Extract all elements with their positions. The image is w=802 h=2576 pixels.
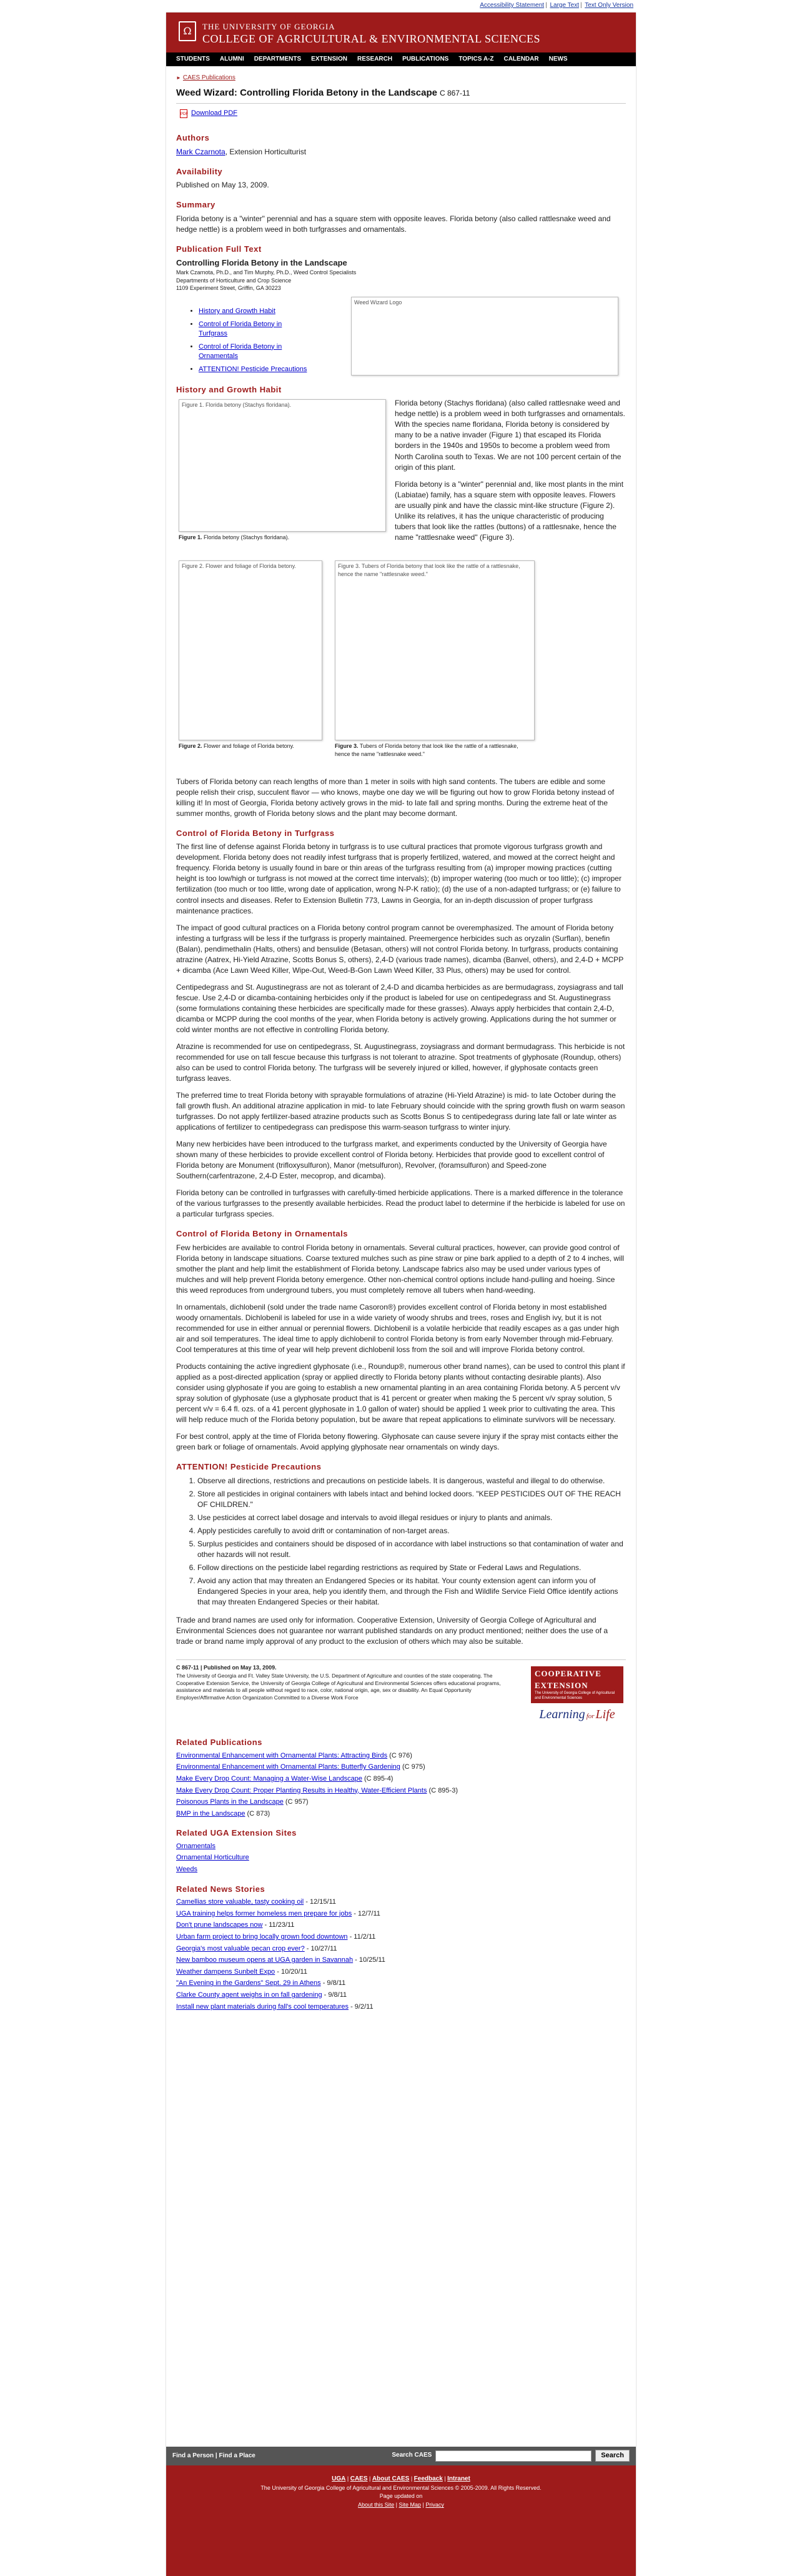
list-item: 5. Surplus pesticides and containers should be disposed of in accordance with label instructions so that contamination of water and other hazards will not result. xyxy=(197,1539,626,1560)
list-item: 1. Observe all directions, restrictions and precautions on pesticide labels. It is dangerous, wasteful and illegal to do otherwise. xyxy=(197,1476,626,1486)
related-sites-heading: Related UGA Extension Sites xyxy=(176,1828,297,1838)
search-input[interactable] xyxy=(435,2450,592,2462)
related-pub-link[interactable]: Environmental Enhancement with Ornamental Plants: Butterfly Gardening xyxy=(176,1763,400,1771)
news-link[interactable]: UGA training helps former homeless men prepare for jobs xyxy=(176,1909,352,1917)
turf-paragraph: Atrazine is recommended for use on centipedegrass, St. Augustinegrass, zoysiagrass and dormant bermudagrass. This herbicide is not recommended for use on tall fescue because this turfgrass is not tolerant to atrazine. Spot treatments of glyphosate (Roundup, others) also can be used to control Florida betony. The turfgrass will be severely injured or killed, however, if glyphosate contacts green turfgrass leaves. xyxy=(176,1042,625,1083)
pub-code: (C 975) xyxy=(400,1763,425,1771)
list-item xyxy=(176,1751,626,1761)
related-publications-list xyxy=(176,1751,626,1819)
figure-2-label: Figure 2. xyxy=(179,742,202,749)
news-date: - 12/7/11 xyxy=(352,1909,380,1917)
summary-text: Florida betony is a "winter" perennial and has a square stem with opposite leaves. Florida betony (also called rattlesnake weed and hedge nettle) is a problem weed in both turfgrasses and ornamentals. xyxy=(176,214,611,234)
figure-2-caption xyxy=(179,742,322,750)
news-date: - 10/25/11 xyxy=(353,1956,385,1964)
news-date: - 12/15/11 xyxy=(304,1898,336,1906)
find-place-link[interactable]: Find a Place xyxy=(219,2452,255,2459)
news-link[interactable]: Camellias store valuable, tasty cooking oil xyxy=(176,1898,304,1906)
footer-sub-links: About this Site | Site Map | Privacy xyxy=(358,2502,444,2509)
related-sites-list xyxy=(176,1842,626,1875)
availability-heading: Availability xyxy=(176,166,223,176)
related-site-link[interactable]: Ornamentals xyxy=(176,1842,215,1850)
nav-alumni[interactable]: ALUMNI xyxy=(219,56,244,62)
turf-paragraph: Centipedegrass and St. Augustinegrass are not as tolerant of 2,4-D and dicamba herbicides as are bermudagrass, zoysiagrass and tall fescue. Use 2,4-D or dicamba-containing herbicides only if the product is labeled for use on centipedegrass and St. Augustinegrass (some formulations containing these herbicides are specifically made for these grasses). Always apply herbicides that contain 2,4-D, dicamba or MCPP during the cool months of the year, when Florida betony is actively growing. Applications during the hot summer or cold winter months are not effective in controlling Florida betony. xyxy=(176,982,623,1034)
pub-code: (C 976) xyxy=(387,1751,412,1759)
figure-1-caption xyxy=(179,534,386,542)
toc-turfgrass[interactable]: Control of Florida Betony in Turfgrass xyxy=(199,320,282,338)
news-link[interactable]: Clarke County agent weighs in on fall gardening xyxy=(176,1991,322,1999)
pub-code: (C 895-4) xyxy=(362,1774,394,1783)
precautions-list xyxy=(176,1476,626,1608)
search-bar xyxy=(166,2447,636,2465)
list-item: 3. Use pesticides at correct label dosage and intervals to avoid illegal residues or injury to plants and animals. xyxy=(197,1513,626,1523)
related-site-link[interactable]: Weeds xyxy=(176,1866,198,1874)
article-title: Controlling Florida Betony in the Landscape xyxy=(176,258,347,268)
list-item xyxy=(176,1842,626,1852)
news-date: - 9/8/11 xyxy=(322,1991,347,1999)
footer-about-link[interactable]: About CAES xyxy=(372,2475,410,2482)
ornamentals-paragraph: For best control, apply at the time of Florida betony flowering. Glyphosate can cause severe injury if the spray mist contacts either the green bark or foliage of ornamentals. Avoid applying glyphosate near ornamentals on windy days. xyxy=(176,1432,618,1452)
finder-links xyxy=(172,2452,255,2460)
toc-item xyxy=(199,342,307,362)
news-link[interactable]: Weather dampens Sunbelt Expo xyxy=(176,1967,275,1976)
publication-footer-text xyxy=(176,1664,507,1701)
history-paragraph: Tubers of Florida betony can reach lengths of more than 1 meter in soils with high sand contents. The tubers are edible and some people relish their crisp, succulent flavor — who knows, maybe one day we will be figuring out how to grow Florida betony instead of killing it! In most of Georgia, Florida betony actively grows in the mid- to late fall and spring months. During the extreme heat of the summer months, growth of Florida betony slows and the plant may become dormant. xyxy=(176,777,615,818)
nav-extension[interactable]: EXTENSION xyxy=(311,56,347,62)
table-of-contents xyxy=(189,307,307,378)
list-item xyxy=(176,1967,626,1977)
trade-names-disclaimer: Trade and brand names are used only for information. Cooperative Extension, University of Georgia College of Agricultural and Environmental Sciences does not guarantee nor warrant published standards on any product mentioned; neither does the use of a trade or brand name imply approval of any product to the exclusion of others which may also be suitable. xyxy=(176,1616,608,1646)
weed-wizard-logo: Weed Wizard Logo xyxy=(351,297,618,375)
footer-intranet-link[interactable]: Intranet xyxy=(447,2475,470,2482)
list-item xyxy=(176,1763,626,1773)
site-map-link[interactable]: Site Map xyxy=(399,2502,422,2509)
divider xyxy=(176,103,626,104)
ornamentals-paragraph: In ornamentals, dichlobenil (sold under the trade name Casoron®) provides excellent control of Florida betony in most established woody ornamentals. Dichlobenil is labeled for use in a wide variety of woody shrubs and trees, roses and English ivy, but it is not recommended for use in either annual or perennial flowers. Dichlobenil is a volatile herbicide that readily escapes as a gas under high air and soil temperatures. The ideal time to apply dichlobenil to control Florida betony is from early November through mid-February. Cool temperatures at this time of year will help prevent dichlobenil loss from the soil and will improve Florida betony control. xyxy=(176,1302,620,1355)
news-date: - 9/8/11 xyxy=(320,1979,346,1987)
pub-code: (C 957) xyxy=(283,1798,309,1806)
figure-2-image: Figure 2. Flower and foliage of Florida betony. xyxy=(179,560,322,740)
history-heading: History and Growth Habit xyxy=(176,384,282,394)
finder-separator: | xyxy=(214,2452,219,2459)
publication-footer-heading: C 867-11 | Published on May 13, 2009. xyxy=(176,1664,277,1671)
nav-publications[interactable]: PUBLICATIONS xyxy=(402,56,449,62)
breadcrumb-caes-publications[interactable]: CAES Publications xyxy=(182,74,235,81)
figure-3-image: Figure 3. Tubers of Florida betony that look like the rattle of a rattlesnake, hence the name "rattlesnake weed." xyxy=(335,560,535,740)
list-item: 7. Avoid any action that may threaten an Endangered Species or its habitat. Your county extension agent can inform you of Endangered Species in your area, help you identify them, and through the Fish and Wildlife Service Field Office identify actions that may threaten Endangered Species or their habitat. xyxy=(197,1576,626,1608)
toc-item xyxy=(199,320,307,339)
turf-paragraph: The impact of good cultural practices on a Florida betony control program cannot be overemphasized. The amount of Florida betony infesting a turfgrass will be less if the turfgrass is properly maintained. Preemergence herbicides such as oryzalin (Surflan), benefin (Balan), pendimethalin (Halts, others) and bensulide (Betasan, others) will not control Florida betony. In turfgrass, products containing atrazine (Aatrex, Hi-Yield Atrazine, Scotts Bonus S, others), 2,4-D (various trade names), dicamba (Banvel, others), and 2,4-D + MCPP + dicamba (Ace Lawn Weed Killer, Wipe-Out, Weed-B-Gon Lawn Weed Killer, 33 Plus, others) may be used for control. xyxy=(176,923,623,975)
related-news-heading: Related News Stories xyxy=(176,1884,265,1894)
figure-1 xyxy=(179,399,386,542)
nav-news[interactable]: NEWS xyxy=(548,56,568,62)
toc-item xyxy=(199,365,307,375)
footer-caes-link[interactable]: CAES xyxy=(350,2475,368,2482)
list-item xyxy=(176,1897,626,1907)
for-word: for xyxy=(586,1712,595,1720)
article-byline xyxy=(176,269,626,291)
find-person-link[interactable]: Find a Person xyxy=(172,2452,214,2459)
list-item xyxy=(176,2002,626,2012)
search-controls xyxy=(392,2450,630,2462)
nav-topics[interactable]: TOPICS A-Z xyxy=(458,56,494,62)
list-item xyxy=(176,1932,626,1942)
figure-1-label: Figure 1. xyxy=(179,534,202,541)
related-pub-link[interactable]: Make Every Drop Count: Managing a Water-Wise Landscape xyxy=(176,1774,362,1783)
utility-links: Accessibility Statement | Large Text | Text Only Version xyxy=(480,2,633,9)
byline-departments: Departments of Horticulture and Crop Science xyxy=(176,277,292,284)
turf-paragraph: The first line of defense against Florida betony in turfgrass is to use cultural practices that promote vigorous turfgrass growth and development. Florida betony does not readily infest turfgrass that is properly fertilized, watered, and mowed at the correct height and frequency. Florida betony is usually found in bare or thin areas of the turfgrass resulting from (a) improper mowing practices (cutting height is too low/high or turfgrass is not mowed at the correct time intervals); (b) improper watering (too much or too little); (c) improper fertilization (too much or too little, wrong date of application, wrong N-P-K ratio); (d) the use of a non-adapted turfgrass; or (e) failure to control insects and diseases. Refer to Extension Bulletin 773, Lawns in Georgia, for an in-depth discussion of proper turfgrass maintenance practices. xyxy=(176,842,621,915)
news-link[interactable]: Georgia's most valuable pecan crop ever? xyxy=(176,1944,305,1952)
related-news-list xyxy=(176,1897,626,2012)
list-item xyxy=(176,1853,626,1863)
byline-address: 1109 Experiment Street, Griffin, GA 30223 xyxy=(176,284,281,291)
college-name: COLLEGE OF AGRICULTURAL & ENVIRONMENTAL SCIENCES xyxy=(202,32,541,45)
extension-logo-box xyxy=(531,1666,623,1703)
ornamentals-paragraph: Products containing the active ingredient glyphosate (i.e., Roundup®, numerous other brand names), can be used to control this plant if applied as a post-directed application (spray or applied directly to Florida betony plants without contacting desirable plants). Also consider using glyphosate if you are going to establish a new ornamental planting in an area containing Florida betony. A 5 percent v/v spray solution of glyphosate (use a glyphosate product that is 41 percent or greater when making the 5 percent v/v spray solution, 5 percent v/v = 6.4 fl. ozs. of a 41 percent glyphosate in 1.0 gallon of water) should be applied 1 week prior to cultivating the area. This will help reduce much of the Florida betony population, but be aware that repeat applications to eliminate survivors will be necessary. xyxy=(176,1362,625,1425)
page-title xyxy=(176,86,626,99)
page-container xyxy=(166,12,636,2576)
university-name: THE UNIVERSITY OF GEORGIA xyxy=(202,22,335,31)
pub-code: C 867-11 xyxy=(439,89,470,98)
list-item xyxy=(176,1809,626,1819)
page-title-text: Weed Wizard: Controlling Florida Betony in the Landscape xyxy=(176,87,437,99)
text-only-link[interactable]: Text Only Version xyxy=(585,2,633,9)
turf-paragraph: The preferred time to treat Florida betony with sprayable formulations of atrazine (Hi-Yield Atrazine) is mid- to late October during the fall growth flush. An additional atrazine application in mid- to late February should coincide with the spring growth flush on warm season turfgrasses. Do not apply fertilizer-based atrazine products such as Scotts Bonus S to centipedegrass during late fall or late winter as applications of fertilizer to centipedegrass can predispose this warm-season turfgrass to winter injury. xyxy=(176,1091,625,1132)
full-text-heading: Publication Full Text xyxy=(176,244,262,254)
precautions-heading: ATTENTION! Pesticide Precautions xyxy=(176,1462,322,1472)
breadcrumb xyxy=(176,74,626,82)
nav-departments[interactable]: DEPARTMENTS xyxy=(254,56,302,62)
authors-heading: Authors xyxy=(176,133,210,143)
list-item xyxy=(176,1798,626,1808)
turf-paragraph: Florida betony can be controlled in turfgrasses with carefully-timed herbicide applications. There is a marked difference in the tolerance of the various turfgrasses to the presently available herbicides. Read the product label to determine if the herbicide is labeled for use on a particular turfgrass species. xyxy=(176,1188,625,1219)
footer-uga-link[interactable]: UGA xyxy=(332,2475,346,2482)
toc-precautions[interactable]: ATTENTION! Pesticide Precautions xyxy=(199,365,307,373)
turfgrass-heading: Control of Florida Betony in Turfgrass xyxy=(176,828,335,838)
author-link[interactable]: Mark Czarnota xyxy=(176,147,225,156)
news-date: - 9/2/11 xyxy=(349,2002,374,2011)
turf-paragraph: Many new herbicides have been introduced to the turfgrass market, and experiments conducted by the University of Georgia have shown many of these herbicides to provide excellent control of Florida betony. Herbicides that provide good to excellent control of Florida betony are Monument (trifloxysulfuron), Manor (metsulfuron), Revolver, (foramsulfuron) and Speed-zone Southern(carfentrazone, 2,4-D Ester, mecoprop, and dicamba). xyxy=(176,1140,607,1181)
toc-item xyxy=(199,307,307,317)
list-item xyxy=(176,1956,626,1966)
site-footer xyxy=(166,2465,636,2576)
list-item xyxy=(176,1944,626,1954)
pub-code: (C 895-3) xyxy=(427,1786,458,1794)
figure-2-caption-text: Flower and foliage of Florida betony. xyxy=(202,742,294,749)
arrow-right-icon: ► xyxy=(176,75,181,81)
learning-word: Learning xyxy=(539,1707,585,1721)
history-paragraph: Florida betony (Stachys floridana) (also called rattlesnake weed and hedge nettle) is a problem weed in both turfgrasses and ornamentals. With the species name floridana, Florida betony is considered by many to be a native invader (Figure 1) that escaped its Florida borders in the 1940s and 1950s to become a problem weed from North Carolina south to Texas. We are not 100 percent certain of the origin of this plant. xyxy=(395,399,625,472)
ornamentals-heading: Control of Florida Betony in Ornamentals xyxy=(176,1229,348,1239)
news-link[interactable]: Install new plant materials during fall's cool temperatures xyxy=(176,2002,349,2011)
equal-opportunity-statement: The University of Georgia and Ft. Valley State University, the U.S. Department of Agriculture and counties of the state cooperating. The Cooperative Extension Service, the University of Georgia College of Agricultural and Environmental Sciences offers educational programs, assistance and materials to all people without regard to race, color, national origin, age, sex or disability. An Equal Opportunity Employer/Affirmative Action Organization Committed to a Diverse Work Force xyxy=(176,1673,501,1701)
nav-calendar[interactable]: CALENDAR xyxy=(503,56,539,62)
list-item xyxy=(176,1865,626,1875)
list-item: 6. Follow directions on the pesticide label regarding restrictions as required by State or Federal Laws and Regulations. xyxy=(197,1563,626,1573)
main-nav xyxy=(166,52,636,66)
news-link[interactable]: Urban farm project to bring locally grown food downtown xyxy=(176,1932,348,1941)
history-paragraph: Florida betony is a "winter" perennial and, like most plants in the mint (Labiatae) family, has a square stem with opposite leaves. Flowers are usually pink and have the classic mint-like structure (Figure 2). Unlike its relatives, it has the unique characteristic of producing tubers that look like the rattles (buttons) of a rattlesnake, hence the name "rattlesnake weed" (Figure 3). xyxy=(395,479,624,542)
publication-footer xyxy=(176,1659,626,1728)
nav-students[interactable]: STUDENTS xyxy=(176,56,210,62)
about-site-link[interactable]: About this Site xyxy=(358,2502,395,2509)
figure-3-label: Figure 3. xyxy=(335,742,359,749)
list-item xyxy=(176,1909,626,1919)
author-role: , Extension Horticulturist xyxy=(225,147,307,156)
availability-text: Published on May 13, 2009. xyxy=(176,181,269,190)
related-pub-link[interactable]: Environmental Enhancement with Ornamental Plants: Attracting Birds xyxy=(176,1751,388,1759)
list-item xyxy=(176,1991,626,2001)
related-pub-link[interactable]: Make Every Drop Count: Proper Planting Results in Healthy, Water-Efficient Plants xyxy=(176,1786,427,1794)
news-date: - 10/20/11 xyxy=(275,1967,307,1976)
summary-heading: Summary xyxy=(176,200,215,210)
download-pdf[interactable] xyxy=(180,109,626,119)
cooperative-extension-logo xyxy=(531,1666,623,1723)
list-item: 4. Apply pesticides carefully to avoid drift or contamination of non-target areas. xyxy=(197,1526,626,1536)
footer-updated: Page updated on xyxy=(379,2493,423,2500)
related-pub-link[interactable]: Poisonous Plants in the Landscape xyxy=(176,1798,284,1806)
toc-area xyxy=(176,299,626,375)
figure-2 xyxy=(179,560,322,750)
related-pub-link[interactable]: BMP in the Landscape xyxy=(176,1809,245,1818)
download-pdf-link[interactable]: Download PDF xyxy=(191,109,237,117)
related-site-link[interactable]: Ornamental Horticulture xyxy=(176,1854,249,1862)
privacy-link[interactable]: Privacy xyxy=(425,2502,444,2509)
search-button[interactable]: Search xyxy=(595,2450,630,2462)
pdf-icon: PDF xyxy=(180,109,187,118)
news-date: - 11/23/11 xyxy=(262,1921,295,1929)
footer-links: UGA | CAES | About CAES | Feedback | Intranet xyxy=(332,2475,470,2482)
list-item: 2. Store all pesticides in original containers with labels intact and behind locked doors. "KEEP PESTICIDES OUT OF THE REACH OF CHILDREN." xyxy=(197,1489,626,1510)
learning-for-life-logo xyxy=(531,1706,623,1723)
footer-copyright: The University of Georgia College of Agricultural and Environmental Sciences © 2005-2009. All Rights Reserved. xyxy=(260,2484,542,2491)
extension-logo-line2: EXTENSION xyxy=(535,1680,588,1690)
figure-3 xyxy=(335,560,535,758)
news-date: - 11/2/11 xyxy=(347,1932,376,1941)
extension-logo-line1: COOPERATIVE xyxy=(535,1669,602,1679)
main-content xyxy=(166,66,636,2012)
figure-1-caption-text: Florida betony (Stachys floridana). xyxy=(202,534,290,541)
list-item xyxy=(176,1921,626,1931)
byline-authors: Mark Czarnota, Ph.D., and Tim Murphy, Ph.D., Weed Control Specialists xyxy=(176,269,357,276)
figure-1-image: Figure 1. Florida betony (Stachys floridana). xyxy=(179,399,386,532)
ornamentals-paragraph: Few herbicides are available to control Florida betony in ornamentals. Several cultural practices, however, can provide good control of Florida betony in landscape situations. Coarse textured mulches such as pine straw or pine bark applied to a depth of 2 to 4 inches, will smother the plant and help limit the establishment of Florida betony. Landscape fabrics also may be used under various types of mulches and will help prevent Florida betony emergence. Other non-chemical control options include hand-pulling and hoeing. Since this weed reproduces from underground tubers, you must completely remove all tubers when hand-weeding. xyxy=(176,1243,625,1295)
accessibility-link[interactable]: Accessibility Statement xyxy=(480,2,545,9)
news-link[interactable]: New bamboo museum opens at UGA garden in Savannah xyxy=(176,1956,354,1964)
list-item xyxy=(176,1786,626,1796)
related-publications-heading: Related Publications xyxy=(176,1738,262,1748)
figure-3-caption xyxy=(335,742,535,758)
footer-feedback-link[interactable]: Feedback xyxy=(413,2475,443,2482)
toc-history[interactable]: History and Growth Habit xyxy=(199,307,275,315)
figure-row xyxy=(176,560,626,767)
figure-3-caption-text: Tubers of Florida betony that look like the rattle of a rattlesnake, hence the name "rattlesnake weed." xyxy=(335,742,518,757)
uga-seal-icon: Ω xyxy=(179,21,196,41)
list-item xyxy=(176,1774,626,1784)
pub-code: (C 873) xyxy=(245,1809,270,1818)
toc-ornamentals[interactable]: Control of Florida Betony in Ornamentals xyxy=(199,342,282,361)
large-text-link[interactable]: Large Text xyxy=(550,2,579,9)
site-banner[interactable] xyxy=(166,12,636,52)
news-link[interactable]: "An Evening in the Gardens" Sept. 29 in Athens xyxy=(176,1979,321,1987)
nav-research[interactable]: RESEARCH xyxy=(357,56,393,62)
extension-logo-line3: The University of Georgia College of Agricultural and Environmental Sciences xyxy=(535,1691,615,1700)
authors-line xyxy=(176,147,626,157)
search-label: Search CAES xyxy=(392,2452,432,2459)
news-date: - 10/27/11 xyxy=(304,1944,337,1952)
life-word: Life xyxy=(595,1707,615,1721)
news-link[interactable]: Don't prune landscapes now xyxy=(176,1921,263,1929)
list-item xyxy=(176,1979,626,1989)
